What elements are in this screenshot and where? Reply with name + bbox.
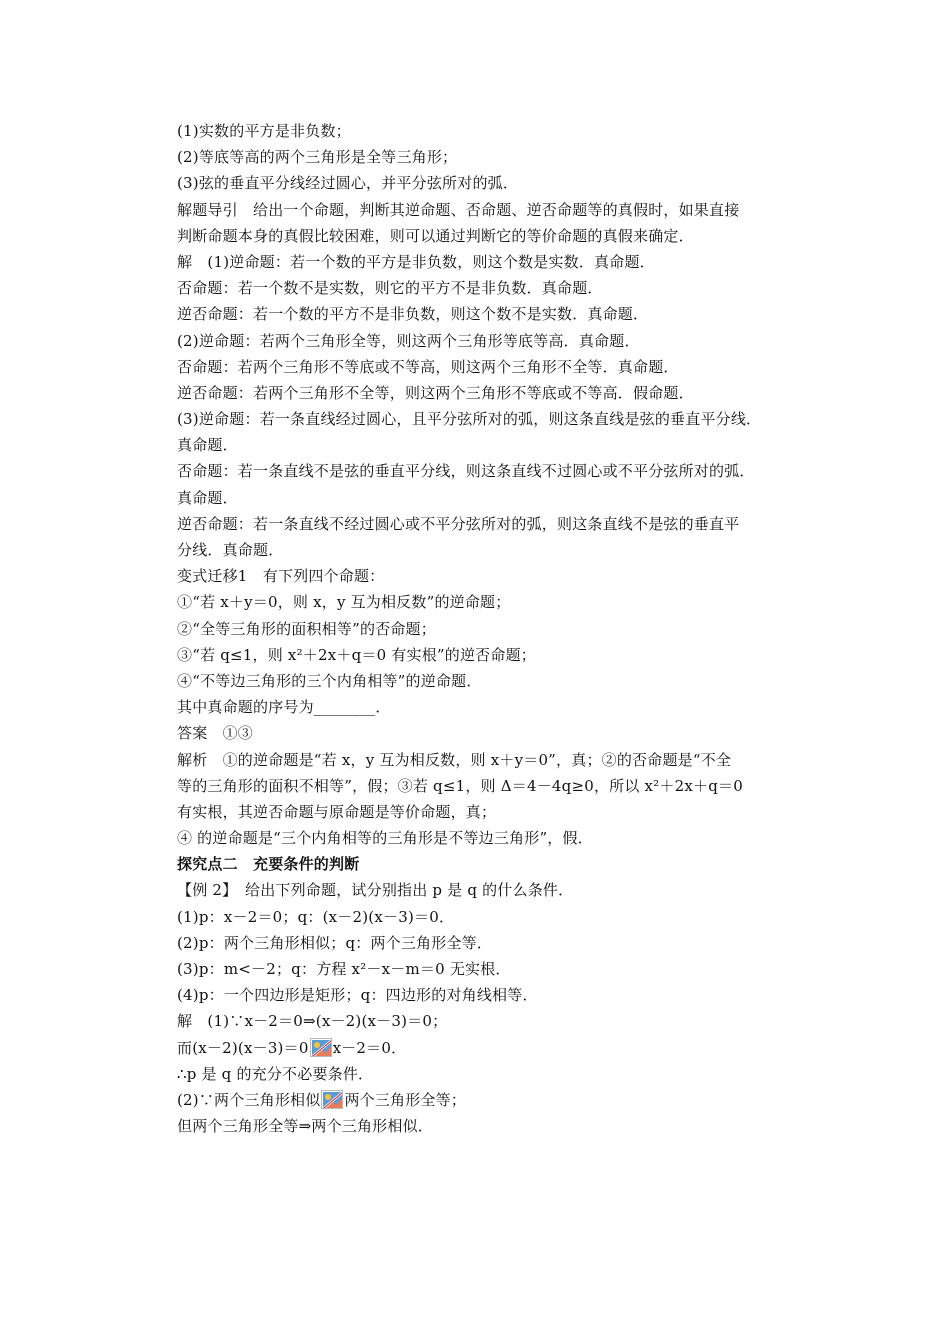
text-line: ∴p 是 q 的充分不必要条件． (177, 1064, 374, 1083)
text-segment: (2)∵两个三角形相似 (177, 1090, 321, 1109)
text-line: ③“若 q≤1，则 x²＋2x＋q＝0 有实根”的逆否命题； (177, 645, 536, 664)
text-line: 真命题． (177, 488, 238, 507)
text-line (177, 1087, 827, 1113)
text-line (177, 1035, 827, 1061)
text-line: 但两个三角形全等⇒两个三角形相似． (177, 1117, 433, 1136)
text-line: (3)逆命题：若一条直线经过圆心，且平分弦所对的弧，则这条直线是弦的垂直平分线． (177, 410, 762, 429)
section-heading: 探究点二 充要条件的判断 (177, 855, 360, 874)
text-segment: 而(x－2)(x－3)＝0 (177, 1038, 309, 1057)
text-line: 逆否命题：若一个数的平方不是非负数，则这个数不是实数．真命题． (177, 305, 649, 324)
example-title: 【例 2】 给出下列命题，试分别指出 p 是 q 的什么条件． (177, 881, 574, 900)
text-line: 否命题：若两个三角形不等底或不等高，则这两个三角形不全等．真命题． (177, 357, 679, 376)
text-line: 否命题：若一条直线不是弦的垂直平分线，则这条直线不过圆心或不平分弦所对的弧． (177, 462, 755, 481)
text-line: 等的三角形的面积不相等”，假；③若 q≤1，则 Δ＝4－4q≥0，所以 x²＋2x＋q＝0 (177, 776, 743, 795)
text-line: 解题导引 给出一个命题，判断其逆命题、否命题、逆否命题等的真假时，如果直接 (177, 200, 740, 219)
text-line: ②“全等三角形的面积相等”的否命题； (177, 619, 436, 638)
text-line: 解析 ①的逆命题是“若 x，y 互为相反数，则 x＋y＝0”，真；②的否命题是“不全 (177, 750, 732, 769)
text-line: 否命题：若一个数不是实数，则它的平方不是非负数．真命题． (177, 279, 603, 298)
text-line: 解 (1)逆命题：若一个数的平方是非负数，则这个数是实数．真命题． (177, 252, 655, 271)
text-line: 逆否命题：若两个三角形不全等，则这两个三角形不等底或不等高．假命题． (177, 383, 694, 402)
text-line: ④ 的逆命题是“三个内角相等的三角形是不等边三角形”，假． (177, 829, 593, 848)
text-segment: 两个三角形全等； (344, 1090, 467, 1109)
broken-image-icon (310, 1038, 332, 1057)
text-line: 解 (1)∵x－2＝0⇒(x－2)(x－3)＝0； (177, 1012, 448, 1031)
text-line: (2)等底等高的两个三角形是全等三角形； (177, 148, 458, 167)
text-line: (3)弦的垂直平分线经过圆心，并平分弦所对的弧． (177, 174, 519, 193)
text-line: 有实根，其逆否命题与原命题是等价命题，真； (177, 802, 497, 821)
text-line: (2)逆命题：若两个三角形全等，则这两个三角形等底等高．真命题． (177, 331, 640, 350)
text-line: 逆否命题：若一条直线不经过圆心或不平分弦所对的弧，则这条直线不是弦的垂直平 (177, 514, 740, 533)
document-body (177, 118, 827, 1139)
text-line: (1)p：x－2＝0；q：(x－2)(x－3)＝0． (177, 907, 455, 926)
answer-line: 答案 ①③ (177, 724, 254, 743)
text-line: 变式迁移1 有下列四个命题： (177, 567, 385, 586)
text-line: 分线．真命题． (177, 541, 284, 559)
text-line: (1)实数的平方是非负数； (177, 122, 351, 140)
text-line: ④“不等边三角形的三个内角相等”的逆命题． (177, 671, 482, 690)
text-segment: x－2＝0． (332, 1038, 407, 1057)
text-line: (3)p：m<－2；q：方程 x²－x－m＝0 无实根． (177, 960, 511, 978)
text-line: ①“若 x＋y＝0，则 x，y 互为相反数”的逆命题； (177, 593, 511, 612)
broken-image-icon (321, 1090, 343, 1109)
text-line: 真命题． (177, 436, 238, 455)
text-line: 判断命题本身的真假比较困难，则可以通过判断它的等价命题的真假来确定． (177, 226, 694, 245)
text-line: 其中真命题的序号为________． (177, 698, 391, 717)
text-line: (4)p：一个四边形是矩形；q：四边形的对角线相等． (177, 986, 538, 1005)
text-line: (2)p：两个三角形相似；q：两个三角形全等． (177, 933, 493, 952)
